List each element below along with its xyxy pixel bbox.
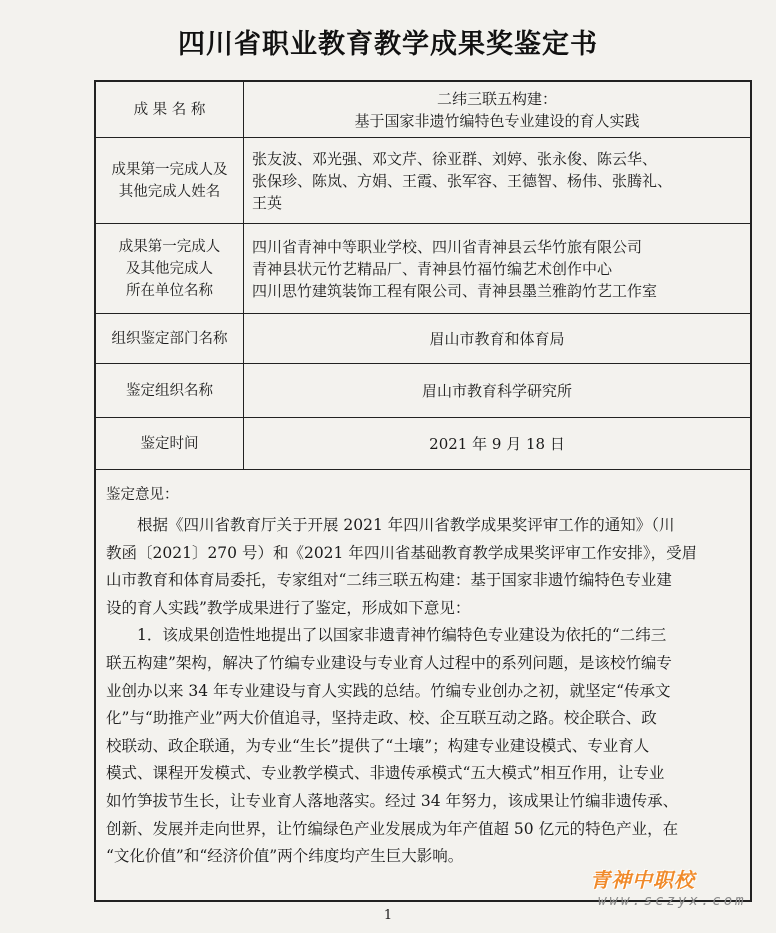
opinion-line: 教函〔2021〕270 号）和《2021 年四川省基础教育教学成果奖评审工作安排》，受眉	[106, 543, 698, 562]
label-line: 鉴定组织名称	[126, 382, 213, 399]
row-label	[96, 82, 244, 137]
value-line: 二纬三联五构建：	[436, 89, 557, 108]
value-line: 2021 年 9 月 18 日	[429, 434, 565, 453]
label-line: 鉴定时间	[140, 435, 199, 452]
row-date	[96, 418, 750, 470]
row-value	[244, 314, 750, 363]
label-line: 组织鉴定部门名称	[111, 330, 228, 347]
opinion-line: “文化价值”和“经济价值”两个纬度均产生巨大影响。	[106, 847, 464, 866]
page-number: 1	[383, 908, 393, 923]
appraisal-opinion	[96, 470, 750, 871]
value-line: 基于国家非遗竹编特色专业建设的育人实践	[354, 111, 640, 130]
value-line: 眉山市教育科学研究所	[421, 381, 572, 400]
row-value	[244, 138, 750, 223]
row-value	[244, 224, 750, 313]
value-line: 青神县状元竹艺精品厂、青神县竹福竹编艺术创作中心	[252, 259, 613, 278]
row-organization	[96, 364, 750, 418]
opinion-line: 设的育人实践”教学成果进行了鉴定，形成如下意见：	[106, 598, 471, 617]
opinion-line: 联五构建”架构，解决了竹编专业建设与专业育人过程中的系列问题，是该校竹编专	[106, 653, 672, 672]
opinion-line: 化”与“助推产业”两大价值追寻，坚持走政、校、企互联互动之路。校企联合、政	[106, 709, 657, 728]
row-label	[96, 364, 244, 417]
row-label	[96, 418, 244, 469]
label-line: 成 果 名 称	[133, 101, 206, 118]
row-achievement-name	[96, 82, 750, 138]
opinion-label: 鉴定意见：	[106, 487, 179, 503]
value-line: 四川省青神中等职业学校、四川省青神县云华竹旅有限公司	[252, 237, 643, 256]
value-line: 四川思竹建筑装饰工程有限公司、青神县墨兰雅韵竹艺工作室	[252, 281, 658, 300]
value-line: 张友波、邓光强、邓文芹、徐亚群、刘婷、张永俊、陈云华、	[252, 149, 658, 168]
value-line: 张保珍、陈岚、方娟、王霞、张军容、王德智、杨伟、张腾礼、	[252, 171, 673, 190]
label-line: 及其他完成人	[126, 260, 213, 277]
opinion-line: 1．该成果创造性地提出了以国家非遗青神竹编特色专业建设为依托的“二纬三	[137, 626, 667, 645]
opinion-line: 根据《四川省教育厅关于开展 2021 年四川省教学成果奖评审工作的通知》（川	[137, 516, 675, 534]
opinion-line: 如竹笋拔节生长，让专业育人落地落实。经过 34 年努力，该成果让竹编非遗传承、	[106, 791, 679, 810]
row-completers	[96, 138, 750, 224]
opinion-line: 模式、课程开发模式、专业教学模式、非遗传承模式“五大模式”相互作用，让专业	[106, 764, 665, 783]
row-value	[244, 82, 750, 137]
appraisal-form	[94, 80, 752, 902]
watermark-brand: 青神中职校	[590, 868, 695, 892]
row-value	[244, 418, 750, 469]
value-line: 眉山市教育和体育局	[429, 329, 565, 348]
row-organizations	[96, 224, 750, 314]
document-title: 四川省职业教育教学成果奖鉴定书	[178, 29, 598, 60]
opinion-line: 业创办以来 34 年专业建设与育人实践的总结。竹编专业创办之初，就坚定“传承文	[106, 681, 671, 700]
row-value	[244, 364, 750, 417]
opinion-line: 创新、发展并走向世界，让竹编绿色产业发展成为年产值超 50 亿元的特色产业，在	[106, 819, 679, 838]
label-line: 所在单位名称	[126, 282, 213, 299]
row-label	[96, 138, 244, 223]
label-line: 成果第一完成人及	[111, 161, 228, 178]
watermark-url: www.sczyx.com	[598, 893, 747, 909]
value-line: 王英	[252, 193, 283, 212]
row-label	[96, 224, 244, 313]
row-department	[96, 314, 750, 364]
opinion-line: 校联动、政企联通，为专业“生长”提供了“土壤”；构建专业建设模式、专业育人	[106, 736, 650, 755]
row-label	[96, 314, 244, 363]
label-line: 其他完成人姓名	[118, 183, 221, 200]
label-line: 成果第一完成人	[118, 238, 221, 255]
opinion-line: 山市教育和体育局委托，专家组对“二纬三联五构建：基于国家非遗竹编特色专业建	[106, 571, 672, 590]
